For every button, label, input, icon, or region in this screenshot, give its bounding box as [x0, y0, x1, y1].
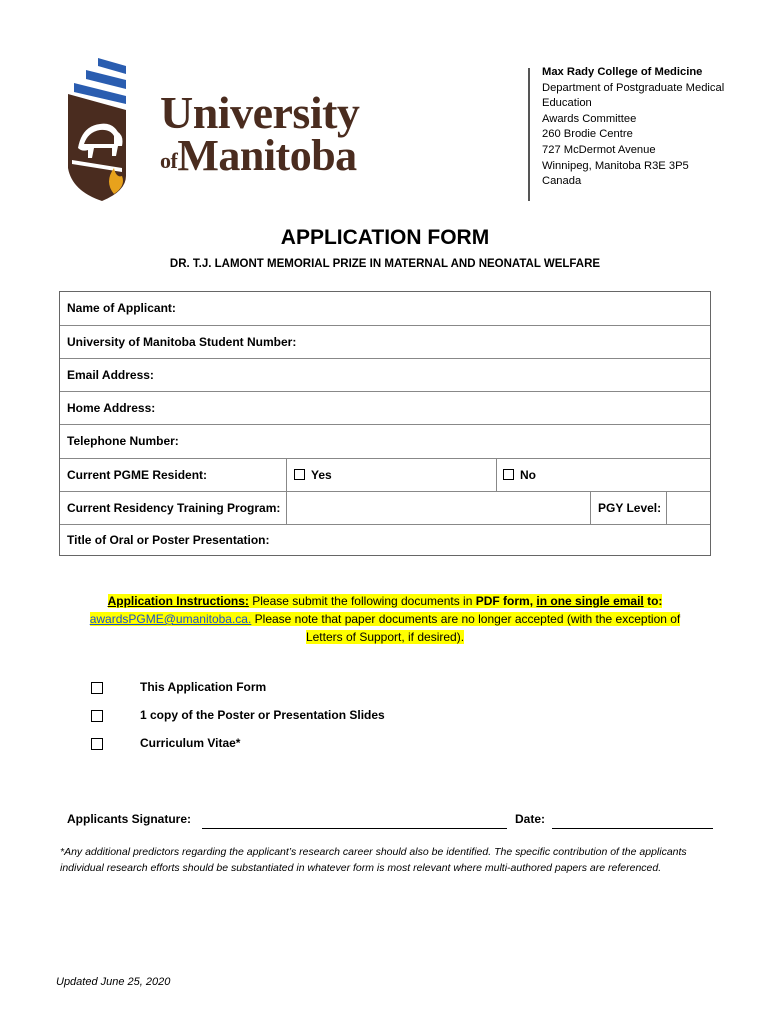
- awards-email-link[interactable]: awardsPGME@umanitoba.ca.: [89, 612, 252, 626]
- no-option[interactable]: No: [503, 468, 536, 482]
- address-divider: [528, 68, 530, 201]
- address-line: 727 McDermot Avenue: [542, 143, 656, 156]
- updated-date: Updated June 25, 2020: [56, 976, 171, 988]
- student-number-label: University of Manitoba Student Number:: [67, 335, 297, 349]
- page-subtitle: DR. T.J. LAMONT MEMORIAL PRIZE IN MATERNAL AND NEONATAL WELFARE: [169, 258, 601, 270]
- resident-label: Current PGME Resident:: [67, 468, 208, 482]
- yes-option[interactable]: Yes: [294, 468, 332, 482]
- yes-checkbox[interactable]: [294, 469, 305, 480]
- home-address-row[interactable]: [60, 391, 710, 425]
- address-line: Max Rady College of Medicine: [542, 66, 703, 78]
- program-label: Current Residency Training Program:: [67, 501, 281, 515]
- university-wordmark: [160, 87, 360, 180]
- presentation-title-row[interactable]: [60, 524, 710, 556]
- address-line: Department of Postgraduate Medical: [542, 81, 725, 94]
- divider: [286, 458, 287, 491]
- no-checkbox[interactable]: [503, 469, 514, 480]
- application-form-table: [59, 291, 711, 556]
- program-field[interactable]: [287, 491, 589, 524]
- address-line: Awards Committee: [542, 112, 637, 125]
- page-title: APPLICATION FORM: [280, 226, 490, 249]
- pgy-field[interactable]: [667, 491, 711, 524]
- student-number-row[interactable]: [60, 325, 710, 359]
- wordmark-of: of: [160, 148, 178, 173]
- presentation-title-label: Title of Oral or Poster Presentation:: [67, 533, 270, 547]
- email-label: Email Address:: [67, 368, 154, 382]
- telephone-row[interactable]: [60, 424, 710, 459]
- divider: [590, 491, 591, 524]
- address-line: Education: [542, 97, 592, 110]
- resident-row: [60, 458, 710, 492]
- home-address-label: Home Address:: [67, 401, 156, 415]
- footnote: *Any additional predictors regarding the applicant’s research career should also be identified. The specific contribution of the applicants individual research efforts should be substantiated in whatever form is most relevant where multi-authored papers are referenced.: [60, 846, 687, 874]
- address-line: Canada: [542, 175, 582, 188]
- address-line: Winnipeg, Manitoba R3E 3P5: [542, 159, 689, 172]
- date-line[interactable]: [552, 828, 713, 829]
- address-block: [542, 65, 724, 190]
- checkbox[interactable]: [91, 738, 103, 750]
- name-label: Name of Applicant:: [67, 301, 176, 315]
- signature-line[interactable]: [202, 828, 507, 829]
- date-label: Date:: [515, 812, 546, 826]
- address-line: 260 Brodie Centre: [542, 128, 633, 141]
- checkbox[interactable]: [91, 710, 103, 722]
- university-crest-icon: [64, 56, 164, 204]
- divider: [496, 458, 497, 491]
- wordmark-manitoba: ofManitoba: [160, 131, 357, 180]
- signature-label: Applicants Signature:: [67, 812, 192, 826]
- checkbox[interactable]: [91, 682, 103, 694]
- instructions-heading: Application Instructions:: [107, 594, 249, 608]
- pgy-label: PGY Level:: [598, 501, 662, 515]
- email-row[interactable]: [60, 358, 710, 392]
- name-row[interactable]: [60, 292, 710, 326]
- wordmark-university: University: [160, 87, 360, 138]
- application-instructions: Application Instructions: Please submit the following documents in PDF form, in one single email to: awardsPGME@umanitoba.ca. Please note that paper documents are no longer accepted (with the exception of Letters of Support, if desired).: [89, 594, 681, 644]
- telephone-label: Telephone Number:: [67, 434, 179, 448]
- program-row: [60, 491, 710, 525]
